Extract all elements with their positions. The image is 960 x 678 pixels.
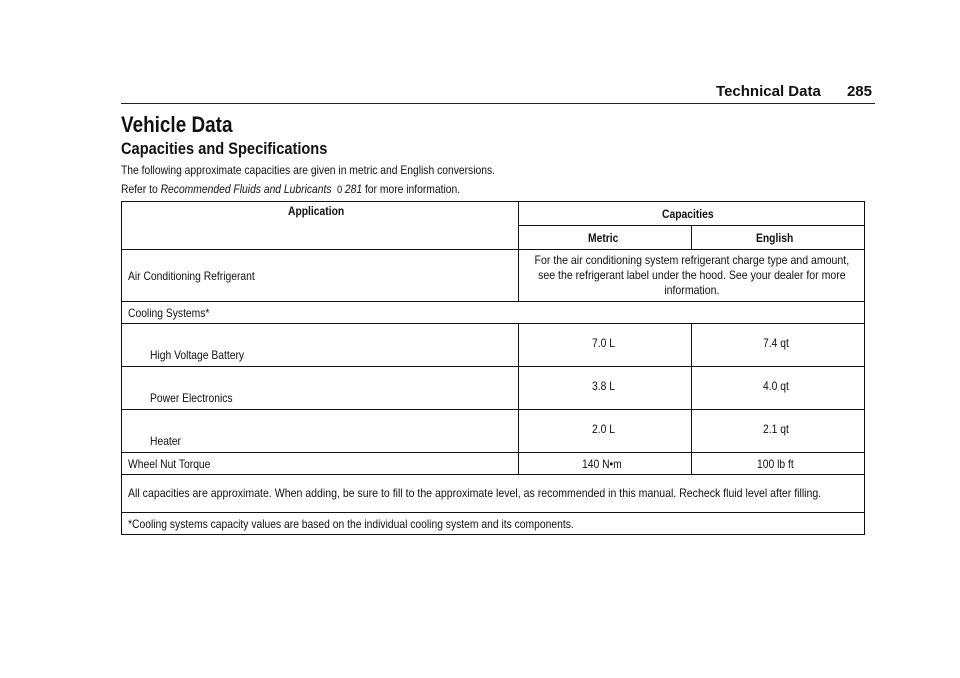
row-metric: 140 N•m xyxy=(519,453,692,475)
row-metric: 2.0 L xyxy=(519,410,692,453)
section-title: Technical Data xyxy=(716,83,821,100)
row-english: 100 lb ft xyxy=(692,453,865,475)
row-label: Heater xyxy=(122,410,519,453)
refer-text: Refer to Recommended Fluids and Lubricants 0 281 for more information. xyxy=(121,182,461,196)
table-row xyxy=(122,250,865,302)
capacities-table xyxy=(121,201,865,535)
refer-link[interactable]: Recommended Fluids and Lubricants xyxy=(160,182,332,196)
row-english: 2.1 qt xyxy=(692,410,865,453)
intro-text: The following approximate capacities are given in metric and English conversions. xyxy=(121,163,496,177)
table-row xyxy=(122,302,865,324)
table-row xyxy=(122,324,865,367)
col-header-metric: Metric xyxy=(519,226,692,250)
row-note: For the air conditioning system refrigerant charge type and amount, see the refrigerant label under the hood. See your dealer for more information. xyxy=(519,250,865,302)
table-note: All capacities are approximate. When adding, be sure to fill to the approximate level, as recommended in this manual. Recheck fluid level after filling. xyxy=(122,475,865,513)
table-note-row xyxy=(122,513,865,535)
row-label: Air Conditioning Refrigerant xyxy=(122,250,519,302)
table-row xyxy=(122,410,865,453)
table-row xyxy=(122,367,865,410)
section-heading: Capacities and Specifications xyxy=(121,139,328,158)
page-number: 285 xyxy=(846,83,872,100)
page-ref-icon: 0 xyxy=(336,184,343,196)
table-row xyxy=(122,453,865,475)
row-label: Cooling Systems* xyxy=(122,302,865,324)
col-header-english: English xyxy=(692,226,865,250)
row-label: Power Electronics xyxy=(122,367,519,410)
page-title: Vehicle Data xyxy=(121,112,233,137)
row-english: 7.4 qt xyxy=(692,324,865,367)
table-header-row xyxy=(122,202,865,226)
header-rule xyxy=(121,103,875,104)
row-metric: 7.0 L xyxy=(519,324,692,367)
row-label: Wheel Nut Torque xyxy=(122,453,519,475)
col-header-capacities: Capacities xyxy=(519,202,865,226)
col-header-application: Application xyxy=(122,202,519,250)
table-footnote: *Cooling systems capacity values are based on the individual cooling system and its components. xyxy=(122,513,865,535)
row-english: 4.0 qt xyxy=(692,367,865,410)
row-label: High Voltage Battery xyxy=(122,324,519,367)
row-metric: 3.8 L xyxy=(519,367,692,410)
table-note-row xyxy=(122,475,865,513)
page-header xyxy=(716,83,872,100)
refer-page[interactable]: 281 xyxy=(344,182,363,196)
